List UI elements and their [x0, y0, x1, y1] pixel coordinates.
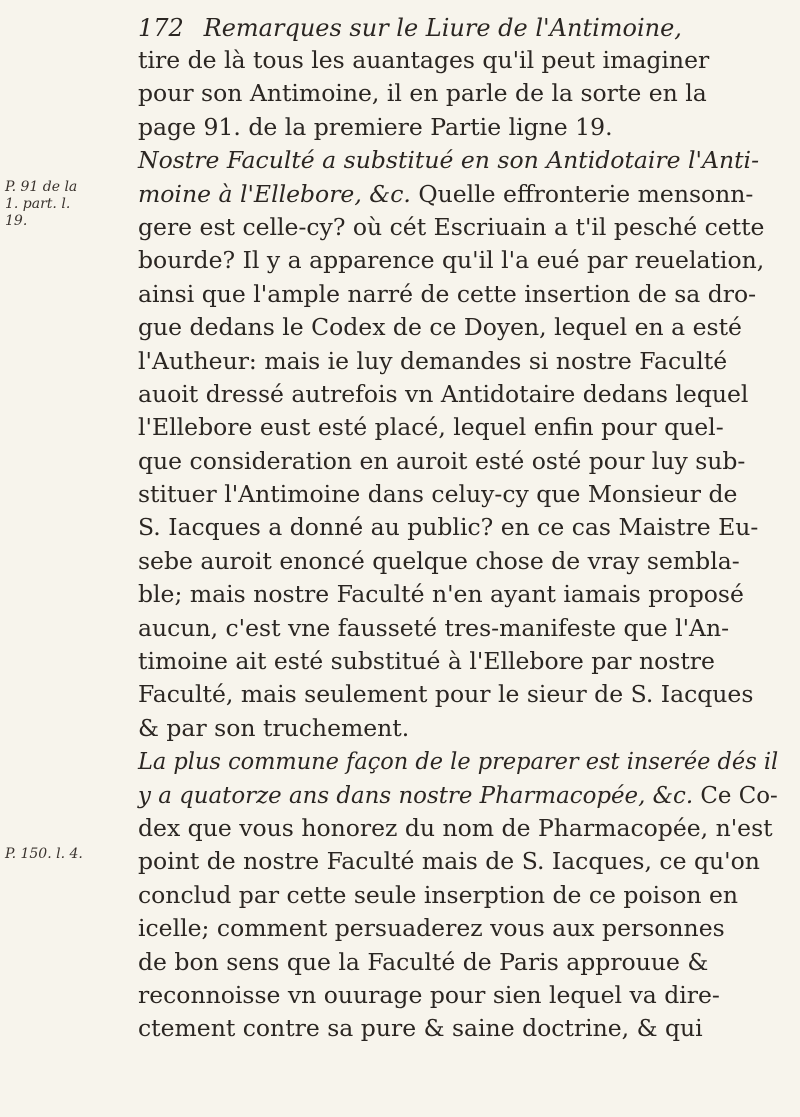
text-line: ctement contre sa pure & saine doctrine, & qui — [138, 1014, 703, 1043]
text-line: page 91. de la premiere Partie ligne 19. — [138, 112, 613, 141]
text-line: ble; mais nostre Faculté n'en ayant iamais proposé — [138, 580, 744, 609]
margin-note: 1. part. l. — [5, 196, 71, 212]
margin-note: 19. — [5, 213, 28, 229]
running-title: Remarques sur le Liure de l'Antimoine, — [203, 14, 682, 42]
text-line: l'Autheur: mais ie luy demandes si nostre Faculté — [138, 346, 728, 375]
text-line: moine à l'Ellebore, &c. Quelle effronterie mensonn- — [138, 179, 754, 208]
text-line: l'Ellebore eust esté placé, lequel enfin pour quel- — [138, 413, 724, 442]
text-line: tire de là tous les auantages qu'il peut imaginer — [138, 46, 710, 74]
text-line: stituer l'Antimoine dans celuy-cy que Monsieur de — [138, 480, 738, 509]
text-line: auoit dressé autrefois vn Antidotaire dedans lequel — [138, 379, 749, 408]
text-line: & par son truchement. — [138, 713, 410, 742]
text-line: conclud par cette seule inserption de ce poison en — [138, 880, 738, 909]
page-number: 172 — [138, 14, 184, 42]
body-text — [138, 44, 778, 1046]
margin-note: P. 91 de la — [5, 179, 78, 195]
text-line: bourde? Il y a apparence qu'il l'a eué par reuelation, — [138, 246, 765, 275]
text-line: icelle; comment persuaderez vous aux personnes — [138, 914, 725, 943]
text-line: aucun, c'est vne fausseté tres-manifeste que l'An- — [138, 613, 730, 642]
text-line: reconnoisse vn ouurage pour sien lequel va dire- — [138, 980, 720, 1009]
text-line: gue dedans le Codex de ce Doyen, lequel en a esté — [138, 313, 742, 342]
text-line: S. Iacques a donné au public? en ce cas Maistre Eu- — [138, 513, 759, 542]
text-line: y a quatorze ans dans nostre Pharmacopée, &c. Ce Co- — [138, 780, 778, 809]
text-line: dex que vous honorez du nom de Pharmacopée, n'est — [138, 813, 773, 842]
text-line: que consideration en auroit esté osté pour luy sub- — [138, 446, 746, 475]
text-line: ainsi que l'ample narré de cette insertion de sa dro- — [138, 279, 757, 308]
text-line: de bon sens que la Faculté de Paris approuue & — [138, 947, 709, 976]
text-line: point de nostre Faculté mais de S. Iacques, ce qu'on — [138, 847, 760, 876]
text-line: sebe auroit enoncé quelque chose de vray sembla- — [138, 546, 740, 575]
running-header — [138, 14, 738, 42]
text-line: gere est celle-cy? où cét Escriuain a t'il pesché cette — [138, 212, 765, 241]
text-line: Nostre Faculté a substitué en son Antidotaire l'Anti- — [138, 146, 760, 175]
text-line: timoine ait esté substitué à l'Ellebore par nostre — [138, 647, 715, 676]
text-line: pour son Antimoine, il en parle de la sorte en la — [138, 79, 707, 108]
text-line: Faculté, mais seulement pour le sieur de S. Iacques — [138, 680, 754, 709]
text-line: La plus commune façon de le preparer est inserée dés il — [138, 747, 779, 776]
margin-note: P. 150. l. 4. — [5, 846, 83, 862]
